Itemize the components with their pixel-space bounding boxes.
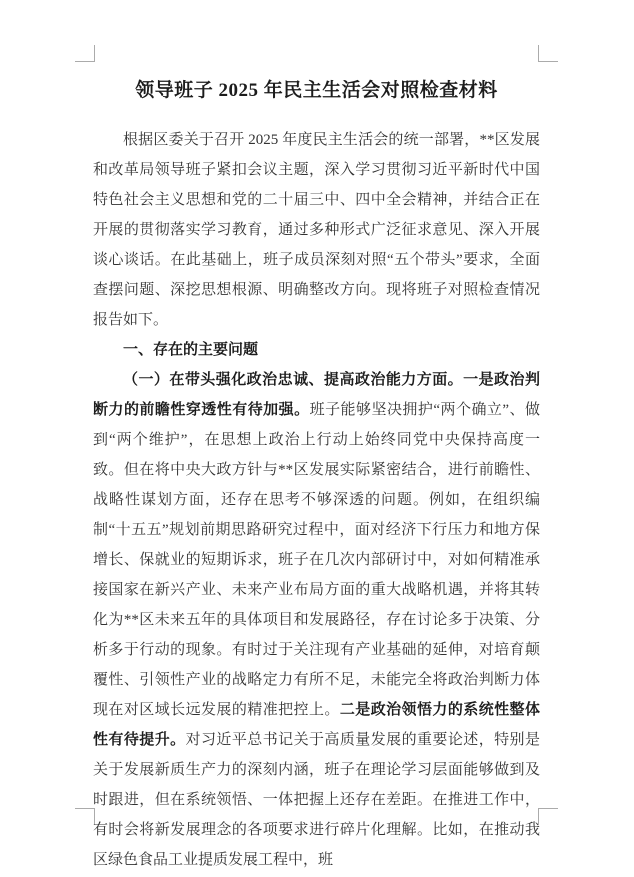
document-content — [93, 62, 540, 875]
intro-paragraph: 根据区委关于召开 2025 年度民主生活会的统一部署，**区发展和改革局领导班子紧扣会议主题，深入学习贯彻习近平新时代中国特色社会主义思想和党的二十届三中、四中全会精神，并结合正在开展的贯彻落实学习教育，通过多种形式广泛征求意见、深入开展谈心谈话。在此基础上，班子成员深刻对照“五个带头”要求，全面查摆问题、深挖思想根源、明确整改方向。现将班子对照检查情况报告如下。 — [93, 132, 540, 328]
document-title: 领导班子 2025 年民主生活会对照检查材料 — [135, 80, 498, 101]
text-boundary-mark-bottom-left — [75, 808, 95, 825]
point1-lead: 一是政治判断力的前瞻性穿透性有待加强。 — [93, 372, 540, 418]
point1-body-text: 班子能够坚决拥护“两个确立”、做到“两个维护”，在思想上政治上行动上始终同党中央保持高度一致。但在将中央大政方针与**区发展实际紧密结合，进行前瞻性、战略性谋划方面，还存在思考不够深透的问题。例如，在组织编制“十五五”规划前期思路研究过程中，面对经济下行压力和地方保增长、保就业的短期诉求，班子在几次内部研讨中，对如何精准承接国家在新兴产业、未来产业布局方面的重大战略机遇，并将其转化为**区未来五年的具体项目和发展路径，存在讨论多于决策、分析多于行动的现象。有时过于关注现有产业基础的延伸，对培育颠覆性、引领性产业的战略定力有所不足，未能完全将政治判断力体现在对区域长远发展的精准把控上。 — [93, 402, 540, 718]
section1-paragraph — [93, 365, 540, 875]
point2-body-text: 对习近平总书记关于高质量发展的重要论述，特别是关于发展新质生产力的深刻内涵，班子在理论学习层面能够做到及时跟进，但在系统领悟、一体把握上还存在差距。在推进工作中，有时会将新发展理念的各项要求进行碎片化理解。比如，在推动我区绿色食品工业提质发展工程中，班 — [93, 732, 540, 868]
item1-heading: （一）在带头强化政治忠诚、提高政治能力方面。 — [123, 372, 464, 388]
section-heading-main-problems: 一、存在的主要问题 — [123, 342, 259, 358]
text-boundary-mark-top-right — [538, 45, 558, 62]
text-boundary-mark-bottom-right — [538, 808, 558, 825]
point2-lead: 二是政治领悟力的系统性整体性有待提升。 — [93, 702, 540, 748]
text-boundary-mark-top-left — [75, 45, 95, 62]
